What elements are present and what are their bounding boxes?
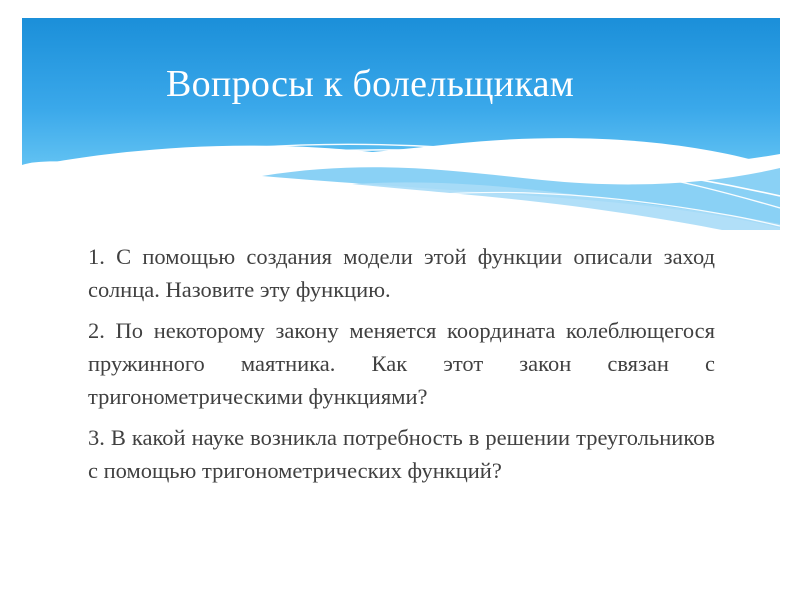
slide-title: Вопросы к болельщикам (166, 63, 575, 105)
question-3: 3. В какой науке возникла потребность в решении треугольников с помощью тригонометрических функций? (88, 425, 715, 483)
question-list (88, 240, 715, 495)
header-wave-background (22, 18, 780, 230)
question-1: 1. С помощью создания модели этой функции описали заход солнца. Назовите эту функцию. (88, 244, 715, 302)
question-2: 2. По некоторому закону меняется координата колеблющегося пружинного маятника. Как этот закон связан с тригонометрическими функциями? (88, 318, 715, 409)
